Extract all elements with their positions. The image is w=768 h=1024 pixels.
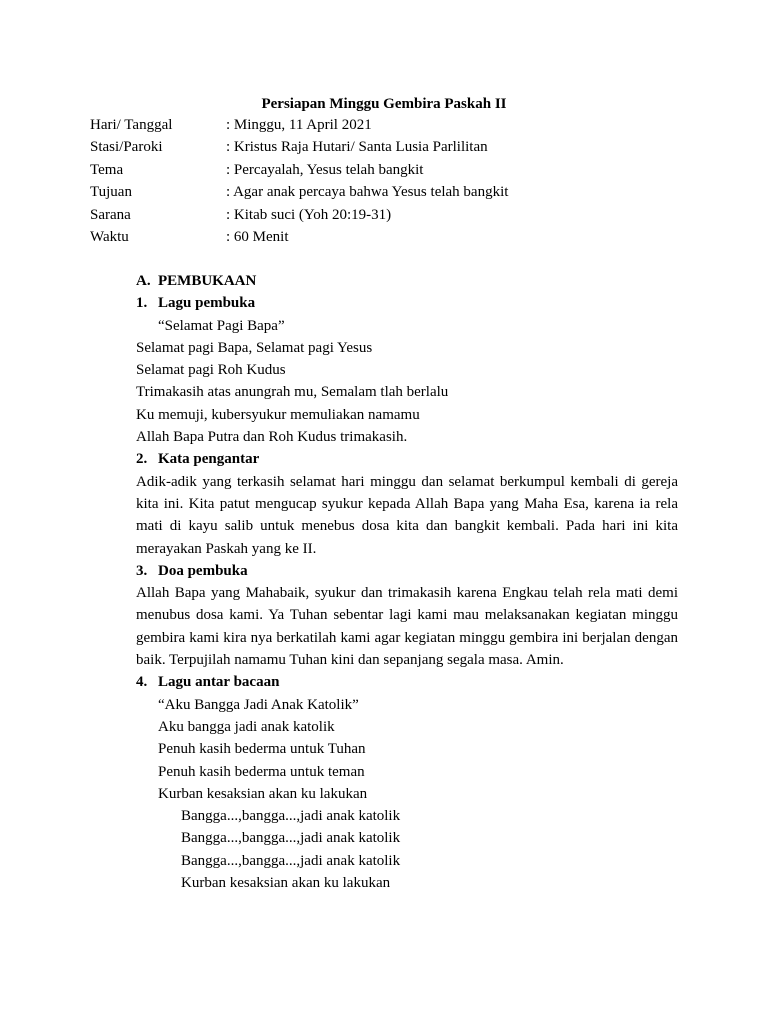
section-title: Lagu antar bacaan [158, 674, 280, 691]
info-value: : Kitab suci (Yoh 20:19-31) [226, 206, 392, 223]
info-value: : 60 Menit [226, 228, 289, 245]
section-title: Doa pembuka [158, 562, 248, 579]
s2-heading [136, 448, 678, 470]
section-number: 1. [136, 295, 148, 312]
info-row-time [90, 226, 508, 248]
lyric-line: Selamat pagi Bapa, Selamat pagi Yesus [136, 339, 373, 356]
chorus-line: Kurban kesaksian akan ku lakukan [181, 875, 391, 892]
section-title: Lagu pembuka [158, 295, 256, 312]
lyric-line: Aku bangga jadi anak katolik [158, 718, 335, 735]
lyric-line: Ku memuji, kubersyukur memuliakan namamu [136, 406, 420, 423]
page-title: Persiapan Minggu Gembira Paskah II [261, 96, 507, 112]
info-label: Tema [90, 161, 124, 178]
song-title: “Selamat Pagi Bapa” [158, 317, 285, 334]
info-row-goal [90, 181, 508, 203]
info-value: : Percayalah, Yesus telah bangkit [226, 161, 424, 178]
s4-heading [136, 671, 678, 693]
info-row-tools [90, 204, 508, 226]
chorus-line: Bangga...,bangga...,jadi anak katolik [181, 852, 401, 869]
info-label: Sarana [90, 206, 131, 223]
section-number: 3. [136, 562, 148, 579]
intro-paragraph: Adik-adik yang terkasih selamat hari minggu dan selamat berkumpul kembali di gereja kita ini. Kita patut mengucap syukur kepada Allah Bapa yang Maha Esa, karena ia rela mati di kayu salib untuk menebus dosa kita dan bangkit kembali. Pada hari ini kita merayakan Paskah yang ke II. [136, 473, 678, 557]
info-label: Stasi/Paroki [90, 139, 163, 156]
info-value: : Minggu, 11 April 2021 [226, 117, 372, 133]
info-value: : Agar anak percaya bahwa Yesus telah bangkit [226, 184, 509, 201]
info-value: : Kristus Raja Hutari/ Santa Lusia Parlilitan [226, 139, 488, 156]
lyric-line: Trimakasih atas anungrah mu, Semalam tlah berlalu [136, 384, 449, 401]
info-label: Waktu [90, 228, 129, 245]
chorus-line: Bangga...,bangga...,jadi anak katolik [181, 808, 401, 825]
lyric-line: Penuh kasih bederma untuk teman [158, 763, 365, 780]
chorus-line: Bangga...,bangga...,jadi anak katolik [181, 830, 401, 847]
s1-heading [136, 292, 678, 314]
lyric-line: Selamat pagi Roh Kudus [136, 362, 286, 379]
lyric-line: Allah Bapa Putra dan Roh Kudus trimakasih. [136, 429, 408, 446]
s3-heading [136, 560, 678, 582]
section-number: 2. [136, 451, 148, 468]
lyric-line: Kurban kesaksian akan ku lakukan [158, 785, 368, 802]
lyric-line: Penuh kasih bederma untuk Tuhan [158, 741, 366, 758]
info-row-date [90, 114, 508, 136]
section-title: PEMBUKAAN [158, 273, 257, 289]
section-number: 4. [136, 674, 148, 691]
prayer-paragraph: Allah Bapa yang Mahabaik, syukur dan trimakasih karena Engkau telah rela mati demi menubus dosa kami. Ya Tuhan sebentar lagi kami mau melaksanakan kegiatan minggu gembira kami kira nya berkatilah kami agar kegiatan minggu gembira ini berjalan dengan baik. Terpujilah namamu Tuhan kini dan sepanjang segala masa. Amin. [136, 585, 678, 669]
info-row-theme [90, 159, 508, 181]
section-number: A. [136, 273, 151, 289]
document-body [136, 270, 678, 894]
section-title: Kata pengantar [158, 451, 260, 468]
info-label: Tujuan [90, 184, 132, 201]
info-row-parish [90, 136, 508, 158]
info-table [90, 114, 508, 248]
song-title: “Aku Bangga Jadi Anak Katolik” [158, 696, 359, 713]
info-label: Hari/ Tanggal [90, 117, 173, 133]
section-a-heading [136, 270, 678, 292]
